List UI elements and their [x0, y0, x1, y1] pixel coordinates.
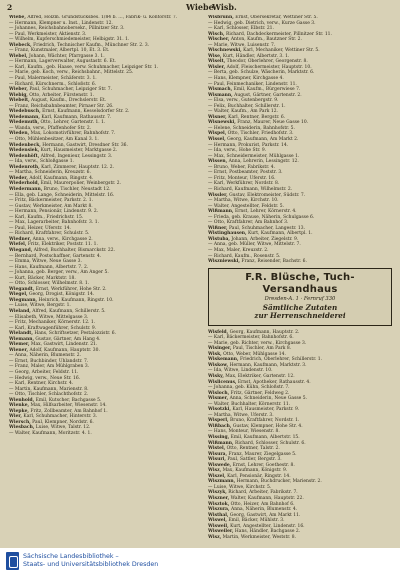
- entry-details: Hermann, Kaufmann, Marktstr. 3.: [229, 362, 307, 368]
- entry-name: Wisloch,: [208, 390, 230, 396]
- entry-details: — Ella, geb. Lange, Schneiderin, Mittelstr. 16.: [9, 192, 115, 198]
- entry-details: Friedrich, Technischer Kaufm., Münchner Str. 2. 3.: [33, 42, 150, 48]
- entry-name: Wiedebusch,: [9, 109, 41, 115]
- right-column-top: [208, 15, 394, 265]
- entry-details: — Hedwig, geb. Dietrich, verw., Kurze Gasse 3.: [208, 20, 316, 26]
- keyword-right: Wisb.: [212, 2, 237, 12]
- entry-name: Wiederhold,: [9, 181, 40, 187]
- entry-details: Kurt, Angestellter, Lindenstr. 16.: [230, 523, 305, 529]
- entry-details: Kurt, Händler, Albertstr. 3. 1.: [222, 53, 290, 59]
- entry-name: Wisperl,: [208, 418, 229, 424]
- entry-name: Wiszel,: [208, 473, 226, 479]
- entry-details: — Franz, Reichsbahnbeamter, Pirnaer Str. 26.: [9, 103, 114, 109]
- entry-details: — Georg, Arbeiter, Feldstr. 11.: [9, 370, 79, 375]
- entry-details: — Johanna, geb. Berger, verw., Am Anger 5.: [9, 270, 109, 276]
- entry-name: Wieber,: [9, 87, 28, 93]
- entry-name: Wißmann,: [208, 209, 234, 215]
- entry-name: Wiemer,: [9, 342, 30, 348]
- entry-details: Georg, Drogist, Königstr. 14.: [29, 292, 95, 298]
- entry-details: — Berta, geb. Schulze, Wäscherin, Marktstr. 6.: [208, 70, 315, 76]
- entry-details: — Emma, Witwe, Neue Gasse 3.: [9, 259, 82, 265]
- entry-details: Max, Hilfsarbeiter, Wiesenstr. 14.: [30, 403, 107, 409]
- page-header: [0, 2, 400, 16]
- entry-name: Wier,: [9, 414, 22, 420]
- entry-name: Wiszner,: [208, 496, 230, 502]
- entry-details: — Karl, Bäckermeister, Bahnhofstr. 6.: [208, 335, 294, 341]
- entry-details: Ernst, Lehrer, Körnerstr. 4.: [234, 209, 297, 215]
- entry-details: — Martha, Schneiderin, Kreuzstr. 6.: [9, 170, 91, 176]
- advertisement: [208, 268, 392, 326]
- entry-details: Otto, Lehrer, Gartenstr. 1. 1.: [40, 120, 106, 126]
- entry-details: Anna, Lehrerin, Lessingstr. 12.: [228, 159, 299, 165]
- entry-details: — Hermann, Lagerverwalter, Augustastr. 6. Et.: [9, 59, 116, 65]
- entry-details: Richard, Arbeiter, Fabrikstr. 7.: [228, 490, 298, 496]
- entry-details: — Fritz, Mechaniker, Körnerstr. 12. 1.: [9, 320, 96, 326]
- entry-details: Gustav, Gärtner, Am Hang 4.: [35, 336, 101, 342]
- entry-details: — Franz, Maler, Am Mühlgraben 3.: [9, 364, 90, 370]
- entry-name: Wiepke,: [9, 408, 29, 414]
- entry-name: Wisz,: [208, 534, 222, 540]
- entry-details: Hermann, Gastwirt, Dresdner Str. 36.: [42, 142, 128, 148]
- entry-name: Wiswel,: [208, 518, 227, 524]
- entry-details: — Helene, Schneiderin, Bahnhofstr. 5.: [208, 125, 295, 131]
- entry-details: — Luise, Witwe, Kirchstr. 5.: [208, 484, 272, 490]
- entry-name: Wiebelt,: [9, 98, 30, 104]
- entry-details: — Marie, Witwe, Luisenstr. 7.: [208, 42, 276, 48]
- entry-details: — Paul, Heizer, Uferstr. 14.: [9, 225, 71, 231]
- entry-details: — Elisabeth, Witwe, Mittelgasse 3.: [9, 314, 89, 320]
- entry-details: — Martin, Kaufmann, Marienstr. 8.: [9, 386, 89, 392]
- entry-details: — Ida, verw., Hohe Str. 9.: [208, 148, 267, 154]
- entry-details: Ernst, Apotheker, Rathausstr. 4.: [237, 379, 311, 385]
- entry-details: — Otto, Schlosser, Wilhelmstr. 8. 1.: [9, 281, 90, 287]
- entry-details: — Otto, Mühlenbesitzer, Am Kanal 3. 1.: [9, 137, 99, 143]
- entry-details: — Karl, Kaufm., Friedrichstr. 15.: [9, 214, 84, 220]
- library-logo-icon: [6, 552, 19, 570]
- entry-details: — Otto, Kraftfahrer, Am Bahnhof 3.: [208, 220, 289, 226]
- entry-name: Wismer,: [208, 396, 229, 402]
- entry-details: — Johannes, Reichsbahnobersekr., Pillnitzer Str. 3.: [9, 26, 125, 32]
- entry-name: Wiefel,: [9, 242, 27, 248]
- entry-name: Wiselt,: [208, 59, 226, 65]
- entry-name: Wisnewski,: [208, 120, 236, 126]
- entry-details: Karl, Kaufmann, Rathausstr. 7.: [41, 114, 112, 120]
- entry-details: Paul, Sattler, Bergstr. 3.: [227, 457, 282, 463]
- entry-name: Wienke,: [9, 403, 30, 409]
- right-column-bottom: [208, 330, 394, 541]
- entry-details: Otto, Weber, Mühlgasse 14.: [223, 351, 286, 357]
- entry-name: Wiszyk,: [208, 490, 227, 496]
- entry-details: — Max, Schneidermeister, Mühlgasse 1.: [208, 153, 300, 159]
- entry-name: Wisura,: [208, 451, 228, 457]
- entry-name: Wiener,: [9, 347, 29, 353]
- entry-details: Adolf, Kaufmann, Ringstr. 4.: [29, 175, 94, 181]
- entry-details: Max, Kaufmann, Königstr. 9.: [222, 468, 288, 474]
- entry-details: — Frieda, geb. Krause, Näherin, Schulgasse 6.: [208, 214, 315, 220]
- entry-details: — Hans, Monteur, Wiesenstr. 8.: [208, 429, 280, 435]
- entry-name: Wisk,: [208, 351, 222, 357]
- entry-details: Bruno, Kraftfahrer, Nordstr. 1.: [230, 418, 300, 424]
- entry-details: Friedrich, Oberlehrer, Schillerstr. 1.: [239, 357, 323, 363]
- entry-details: — Martha, Witwe, Uferstr. 3.: [208, 412, 274, 418]
- entry-name: Wisz,: [208, 468, 222, 474]
- entry-name: Wislicenus,: [208, 379, 237, 385]
- ad-firm-name: F.R. Blüsche, Tuch-Versandhaus: [245, 271, 355, 295]
- entry-name: Wise,: [208, 53, 222, 59]
- entry-name: Wisuri,: [208, 457, 226, 463]
- entry-details: Gustav, Elektromeister, Südstr. 7.: [229, 192, 306, 198]
- entry-name: Wisotzki,: [208, 407, 231, 413]
- entry-details: — Karl, Rentner, Kirchstr. 4.: [9, 381, 74, 387]
- entry-details: Paul, Schuhmacher, Langestr. 13.: [229, 225, 306, 231]
- entry-name: Wiskemann,: [208, 357, 239, 363]
- entry-details: — Johanna, geb. Kühn, Schloßstr. 7.: [208, 385, 290, 391]
- keyword-left: Wiebe: [186, 2, 214, 12]
- entry-details: Hans, Schriftsetzer, Pestalozzistr. 6.: [34, 331, 117, 337]
- entry-details: Otto, Heizer, Am Bahnhof 6.: [230, 501, 295, 507]
- entry-details: — Kurt, Bäcker, Marktstr. 18.: [9, 275, 76, 281]
- entry-details: Theodor, Oberlehrer, Georgenstr. 8.: [226, 59, 308, 65]
- entry-details: Franz, Maurer, Neue Gasse 10.: [237, 120, 309, 126]
- entry-details: — Richard, Kaufm., Rosenstr. 5.: [208, 253, 281, 259]
- entry-details: Ernst, Kaufmann, Kesselsdorfer Str. 2.: [42, 109, 130, 115]
- entry-details: Alfred, Buchhalter, Bismarckstr. 22.: [33, 247, 116, 253]
- entry-name: Wiedemann,: [9, 114, 40, 120]
- entry-details: Johann, Wächter, Pfarrgasse 3. 1.: [29, 53, 105, 59]
- entry-details: Anna, Näherin, Blumenstr. 4.: [231, 507, 298, 513]
- entry-name: Wiedensiek,: [9, 148, 40, 154]
- entry-name: Wieder,: [9, 175, 28, 181]
- entry-details: — Gustav, Werkmeister, Am Markt 8.: [9, 203, 93, 209]
- entry-details: Adolf, Kaufmann, Hauptstr. 30.: [29, 347, 100, 353]
- entry-details: Johann, Arbeiter, Ziegelstr. 9.: [231, 236, 299, 242]
- entry-details: Heinrich, Kaufmann, Ringstr. 10.: [38, 297, 114, 303]
- entry-details: — Felix, Buchhalter, Schillerstr. 1.: [208, 103, 286, 109]
- entry-details: — Bruno, Weber, Fabrikstr. 4.: [208, 164, 276, 170]
- entry-name: Wistuba,: [208, 236, 230, 242]
- entry-details: — Hans, Klempner, Kirchgasse 4.: [208, 76, 284, 82]
- entry-name: Wiemann,: [9, 336, 34, 342]
- entry-details: — Walter, Buchhalter, Körnerstr. 11.: [208, 401, 291, 407]
- entry-details: — Otto, Tischler, Schlachthofstr. 2.: [9, 392, 89, 398]
- entry-name: Wiebig,: [9, 92, 28, 98]
- entry-details: Martin, Werkmeister, Weststr. 8.: [222, 534, 297, 540]
- entry-name: Wiedermann,: [9, 186, 43, 192]
- entry-details: Gustav, Klempner, Hohe Str. 4.: [232, 423, 303, 429]
- entry-details: — Paul, Malermeister, Schäferstr. 3. 1.: [9, 76, 97, 82]
- entry-details: — Walter, Kaufm., Am Park 12.: [208, 109, 278, 115]
- entry-details: — Ida, Witwe, Lindenstr. 10.: [208, 368, 273, 374]
- entry-name: Wischer,: [208, 37, 230, 43]
- entry-details: Paul, Tischler, Am Park 8.: [232, 346, 292, 352]
- entry-details: Otto, Tischler, Friedhofstr. 3.: [227, 131, 294, 137]
- entry-details: Karl, Pensionär, Ringstr. 14.: [227, 473, 291, 479]
- entry-details: Ernst, Lehrer, Goethestr. 8.: [232, 462, 295, 468]
- entry-details: Emil, Kutscher, Bachgasse 5.: [35, 397, 102, 403]
- entry-details: Karl, Mechaniker, Wettiner Str. 5.: [243, 48, 320, 54]
- entry-details: Karl, Rentner, Bergstr. 6.: [228, 114, 286, 120]
- entry-details: — Martha, Witwe, Kirchstr. 10.: [208, 198, 279, 204]
- entry-details: — Paul, Feinmechaniker, Lindenstr. 11.: [208, 81, 297, 87]
- entry-details: — Marie, geb. Koch, verw., Reichsbahnr., Mittelstr. 25.: [9, 70, 134, 76]
- entry-details: — Paul, Werkmeister, Aktienstr. 3.: [9, 31, 87, 37]
- entry-details: — Wilhelm, Kupferschmiedemeister, Helbigstr. 31. 1.: [9, 37, 130, 43]
- entry-details: Karl, Schuhmacher, Hinterstr. 3.: [23, 414, 98, 420]
- entry-name: Wischnewski,: [208, 48, 242, 54]
- entry-name: Wiegandt,: [9, 286, 35, 292]
- entry-details: — Richard, Kaufmann, Wilhelmstr. 2.: [208, 186, 293, 192]
- entry-name: Wiedner,: [9, 236, 32, 242]
- footer-line-2: Staats- und Universitätsbibliothek Dresden: [23, 561, 159, 568]
- entry-details: Emil, Bäcker, Mühlstr. 3.: [228, 518, 285, 524]
- entry-details: — Karl, Werkführer, Nordstr. 8.: [208, 181, 280, 187]
- entry-details: — Anna, Näherin, Blumenstr. 2.: [9, 353, 82, 359]
- directory-entry: [9, 431, 199, 437]
- entry-details: — Hans, Kaufmann, Albertstr. 7. 2.: [9, 264, 89, 270]
- entry-details: Hans, Händler, Bachgasse 2.: [234, 529, 301, 535]
- entry-details: — Fritz, Monteur, Uferstr. 16.: [208, 175, 276, 181]
- entry-details: Ernst, Werkführer, Hohe Str. 2.: [35, 286, 107, 292]
- entry-details: Bruno, Tischler, Neustadt 12.: [43, 186, 111, 192]
- entry-details: — Karl, Kraftwagenführer, Schulstr. 9.: [9, 325, 97, 331]
- entry-details: Alfred, Kaufmann, Schillerstr. 5.: [32, 308, 106, 314]
- entry-name: Wiebe,: [9, 15, 26, 20]
- entry-details: Ernst, Obersekretär, Wettiner Str. 5.: [235, 15, 318, 20]
- entry-details: Emil, Kaufmann, Albertstr. 15.: [230, 435, 300, 440]
- entry-name: Wisch,: [208, 31, 225, 37]
- entry-details: Georg, Kaufmann, Am Markt 2.: [227, 137, 299, 143]
- entry-name: Wissing,: [208, 435, 230, 440]
- right-column: [208, 15, 394, 545]
- entry-details: — Max, Lagerarbeiter, Bahnhofstr. 3. 1.: [9, 220, 100, 226]
- entry-details: — Hermann, Klempner u. Inst., Lindenstr. 12.: [9, 20, 113, 26]
- entry-name: Wistel,: [208, 446, 226, 452]
- entry-name: Wiszmann,: [208, 479, 236, 485]
- entry-name: Wiebeck,: [9, 42, 32, 48]
- entry-name: Wistinghausen,: [208, 231, 247, 237]
- entry-details: — Elsa, verw., Gutenbergstr. 9.: [208, 98, 279, 104]
- entry-details: Karl, Zimmerer, Hauptstr. 12. 2.: [41, 164, 115, 170]
- entry-details: — Franz, Kunstmaler, Albertpl. 10, Et. 3. Et.: [9, 48, 110, 54]
- left-column: [9, 15, 199, 545]
- entry-details: Franz, Maurer, Ziegelgasse 5.: [228, 451, 297, 457]
- entry-name: Wismann,: [208, 92, 233, 98]
- entry-name: Wisweil,: [208, 523, 229, 529]
- entry-name: Wissen,: [208, 159, 228, 165]
- entry-details: Fritz, Zollbeamter, Am Bahnhof 1.: [30, 408, 108, 414]
- entry-name: Wiegel,: [9, 292, 28, 298]
- entry-name: Wiszura,: [208, 507, 230, 513]
- entry-name: Wiegmann,: [9, 297, 38, 303]
- entry-details: Adolf, Fleischermeister, Hauptstr. 10.: [226, 64, 312, 70]
- ad-line-2: zur Herrenschneiderei: [254, 311, 346, 321]
- entry-details: Luise, Witwe, Talstr. 12.: [35, 425, 91, 431]
- entry-name: Wieland,: [9, 308, 31, 314]
- entry-name: Wiszniewski,: [208, 259, 240, 265]
- entry-name: Wiedenbeck,: [9, 142, 41, 148]
- entry-details: — Anna, geb. Müller, Witwe, Mittelstr. 7.: [208, 242, 301, 248]
- entry-details: Otto, Arbeiter, Fürstenstr. 1.: [29, 92, 95, 98]
- entry-name: Wiedemuth,: [9, 120, 40, 126]
- entry-name: Wiesbach,: [9, 425, 35, 431]
- entry-name: Wisweiler,: [208, 529, 234, 535]
- library-footer: [0, 548, 400, 574]
- entry-details: Emil, Maurerpolier, Weinbergstr. 2.: [40, 181, 122, 187]
- entry-details: Paul, Klempner, Nordstr. 6.: [32, 419, 94, 425]
- entry-details: Richard, Dachdeckermeister, Pillnitzer Str. 11.: [226, 31, 332, 37]
- entry-details: Paul, Schuhmacher, Leipziger Str. 7.: [29, 87, 113, 93]
- entry-details: — Ernst, Buchbinder, Uhlandstr. 7.: [9, 358, 89, 364]
- entry-name: Wienhold,: [9, 397, 35, 403]
- entry-name: Wißner,: [208, 225, 228, 231]
- entry-details: Georg, Gastwirt, Am Markt 11.: [229, 512, 301, 518]
- entry-details: Anton, Kaufm., Bautzner Str. 2.: [230, 37, 302, 43]
- entry-name: Wieden,: [9, 131, 30, 137]
- entry-details: — Bernhard, Postschaffner, Gartenstr. 4.: [9, 253, 102, 259]
- entry-details: Kurt, Kaufmann, Albertpl. 1.: [248, 231, 313, 237]
- entry-name: Wiebel,: [9, 53, 28, 59]
- entry-details: August, Gärtner, Gartenstr. 2.: [234, 92, 302, 98]
- entry-details: — Walter, Kaufmann, Moritzstr. 4. 1.: [9, 431, 92, 437]
- entry-details: Emil, Kaufm., Bürgerwiese 7.: [233, 87, 301, 93]
- entry-name: Wisner,: [208, 114, 227, 120]
- entry-name: Wisthal,: [208, 512, 229, 518]
- entry-details: Alfred, Ingenieur, Lessingstr. 3.: [40, 153, 113, 159]
- entry-name: Wisztok,: [208, 501, 230, 507]
- entry-details: Fritz, Elektriker, Poststr. 11. 1.: [27, 242, 98, 248]
- entry-name: Wisler,: [208, 64, 226, 70]
- entry-details: Fritz, Gärtner, Feldweg 2.: [230, 390, 290, 396]
- entry-name: Wißbach,: [208, 423, 232, 429]
- entry-details: — Ernst, Postbeamter, Poststr. 3.: [208, 170, 283, 176]
- entry-name: Wismach,: [208, 87, 233, 93]
- entry-name: Wisfeld,: [208, 329, 229, 335]
- entry-details: — Hedwig, verw., Neue Str. 16.: [9, 375, 81, 381]
- entry-details: Franz, Reisender, Bachstr. 6.: [241, 259, 307, 265]
- entry-name: Wisky,: [208, 373, 224, 379]
- entry-name: Wispel,: [208, 131, 227, 137]
- footer-line-1: Sächsische Landesbibliothek –: [23, 553, 119, 560]
- entry-details: Max, Elektriker, Gartenstr. 12.: [225, 373, 295, 379]
- entry-details: Walter, Kaufmann, Hauptstr. 22.: [230, 496, 304, 502]
- entry-details: Anna, Schneiderin, Neue Gasse 5.: [229, 396, 308, 402]
- entry-details: Anna, verw., Kirchgasse 2.: [32, 236, 93, 242]
- ad-address: Dresden-A. 1 · Fernruf 330: [264, 295, 336, 302]
- entry-name: Wiedenhöft,: [9, 153, 40, 159]
- entry-details: — Karl, Kaufm., geb. Haase, verw. Schuhmacher, Leipziger Str. 1.: [9, 64, 159, 70]
- page-number: 2: [7, 3, 13, 12]
- directory-entry: [208, 259, 394, 265]
- entry-details: — Wanda, verw., Pfaffenhofer Str. 2.: [9, 125, 92, 131]
- entry-details: Georg, Kaufmann, Hauptstr. 2.: [229, 329, 300, 335]
- entry-details: Hermann, Buchdrucker, Marienstr. 2.: [236, 479, 322, 485]
- entry-name: Wisbrunn,: [208, 15, 234, 20]
- entry-name: Wiersch,: [9, 419, 31, 425]
- entry-name: Wiegand,: [9, 247, 33, 253]
- entry-details: — Karl, Schlosser, Elbstr. 21.: [208, 26, 274, 32]
- entry-name: Wisinger,: [208, 346, 232, 352]
- entry-details: Kurt, Hausmeister, Marktgasse 2.: [40, 148, 118, 154]
- entry-details: Richard, Schlosser, Schulstr. 6.: [234, 440, 306, 446]
- entry-details: — Richard, Kraftfahrer, Schulstr. 5.: [9, 231, 90, 237]
- entry-details: — Richard, Kürschnerm., Schloßstr. 6.: [9, 81, 97, 87]
- entry-details: — Max, Maler, Kreuzstr. 2.: [208, 247, 269, 253]
- entry-name: Wißmann,: [208, 440, 234, 446]
- entry-name: Wielandt,: [9, 331, 33, 337]
- entry-details: — Fritz, Bäckermeister, Parkstr. 2. 1.: [9, 198, 94, 204]
- entry-details: — Hermann, Prokurist, Parkstr. 14.: [208, 142, 289, 148]
- entry-details: — Marie, geb. Richter, verw., Kirchgasse 3.: [208, 340, 307, 346]
- entry-details: August, Kaufm., Drechslerstr. Et.: [31, 98, 107, 104]
- entry-details: Max, Gastwirt, Lindenstr. 21.: [30, 342, 98, 348]
- directory-entry: [208, 535, 394, 541]
- ad-line-1: Sämtliche Zutaten: [262, 302, 338, 312]
- entry-details: — Hermann, Pensionär, Lindenstr. 9. 2.: [9, 209, 99, 215]
- entry-name: Wiskow,: [208, 362, 229, 368]
- entry-details: — Walter, Angestellter, Feldstr. 5.: [208, 203, 285, 209]
- entry-details: Alfred, Holzm. Grundstücksbes. 1/84 b. …, Fabrik- u. Kontorstr. 7.: [27, 15, 178, 20]
- entry-details: — Ida, verw., Schloßgasse 1.: [9, 159, 74, 165]
- entry-name: Wiedenroth,: [9, 164, 40, 170]
- entry-name: Wiswede,: [208, 462, 232, 468]
- entry-name: Wissler,: [208, 192, 228, 198]
- entry-details: — Luise, Witwe, Bergstr. 1.: [9, 303, 71, 309]
- entry-details: Otto, Rentner, Talstr. 2.: [226, 446, 280, 452]
- entry-name: Wissel,: [208, 137, 226, 143]
- entry-details: Max, Lokomotivführer, Bahnhofstr. 7.: [30, 131, 116, 137]
- entry-details: Karl, Hausmeister, Parkstr. 9.: [232, 407, 300, 413]
